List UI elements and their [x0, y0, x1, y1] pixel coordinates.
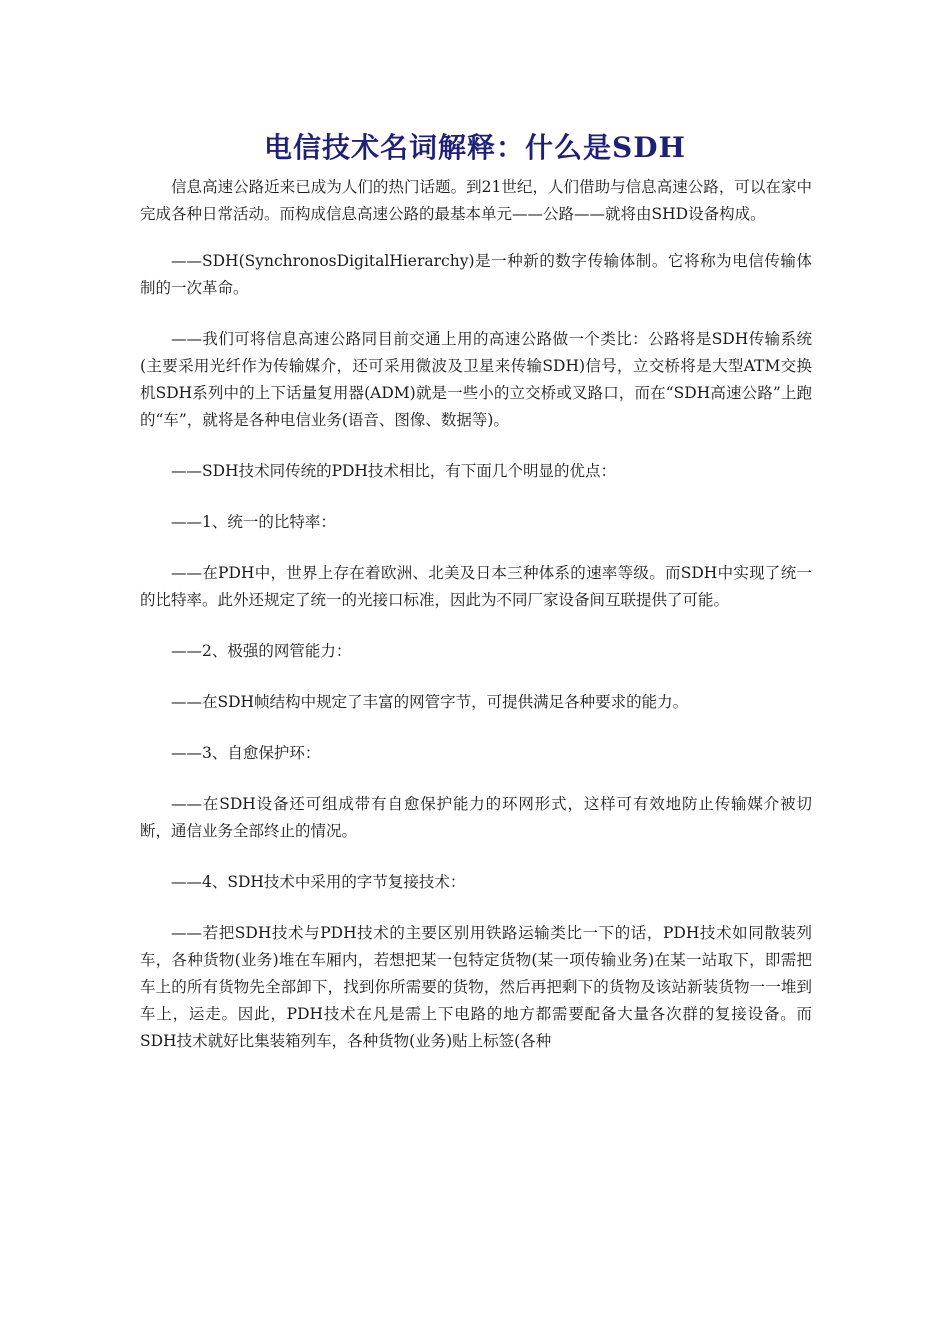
paragraph: ——我们可将信息高速公路同目前交通上用的高速公路做一个类比：公路将是SDH传输系统(主要采用光纤作为传输媒介，还可采用微波及卫星来传输SDH)信号，立交桥将是大型ATM交换机SDH系列中的上下话量复用器(ADM)就是一些小的立交桥或叉路口，而在“SDH高速公路”上跑的“车”，就将是各种电信业务(语音、图像、数据等)。: [140, 330, 812, 429]
paragraph: ——在SDH帧结构中规定了丰富的网管字节，可提供满足各种要求的能力。: [171, 693, 689, 711]
paragraph: ——若把SDH技术与PDH技术的主要区别用铁路运输类比一下的话，PDH技术如同散装列车，各种货物(业务)堆在车厢内，若想把某一包特定货物(某一项传输业务)在某一站取下，即需把车上的所有货物先全部卸下，找到你所需要的货物，然后再把剩下的货物及该站新装货物一一堆到车上，运走。因此，PDH技术在凡是需上下电路的地方都需要配备大量各次群的复接设备。而SDH技术就好比集装箱列车，各种货物(业务)贴上标签(各种: [140, 924, 812, 1050]
paragraph: 信息高速公路近来已成为人们的热门话题。到21世纪，人们借助与信息高速公路，可以在家中完成各种日常活动。而构成信息高速公路的最基本单元——公路——就将由SHD设备构成。: [140, 178, 812, 223]
paragraph: ——在PDH中，世界上存在着欧洲、北美及日本三种体系的速率等级。而SDH中实现了统一的比特率。此外还规定了统一的光接口标准，因此为不同厂家设备间互联提供了可能。: [140, 564, 812, 609]
paragraph: ——SDH(SynchronosDigitalHierarchy)是一种新的数字传输体制。它将称为电信传输体制的一次革命。: [140, 252, 812, 297]
paragraph: ——3、自愈保护环：: [171, 744, 321, 762]
paragraph: ——4、SDH技术中采用的字节复接技术：: [171, 873, 466, 891]
paragraph: ——在SDH设备还可组成带有自愈保护能力的环网形式，这样可有效地防止传输媒介被切断，通信业务全部终止的情况。: [140, 795, 812, 840]
paragraph: ——SDH技术同传统的PDH技术相比，有下面几个明显的优点：: [171, 462, 616, 480]
document-title: 电信技术名词解释：什么是SDH: [264, 131, 686, 164]
paragraph: ——2、极强的网管能力：: [171, 642, 352, 660]
document-body: [140, 174, 812, 1079]
paragraph: ——1、统一的比特率：: [171, 513, 336, 531]
